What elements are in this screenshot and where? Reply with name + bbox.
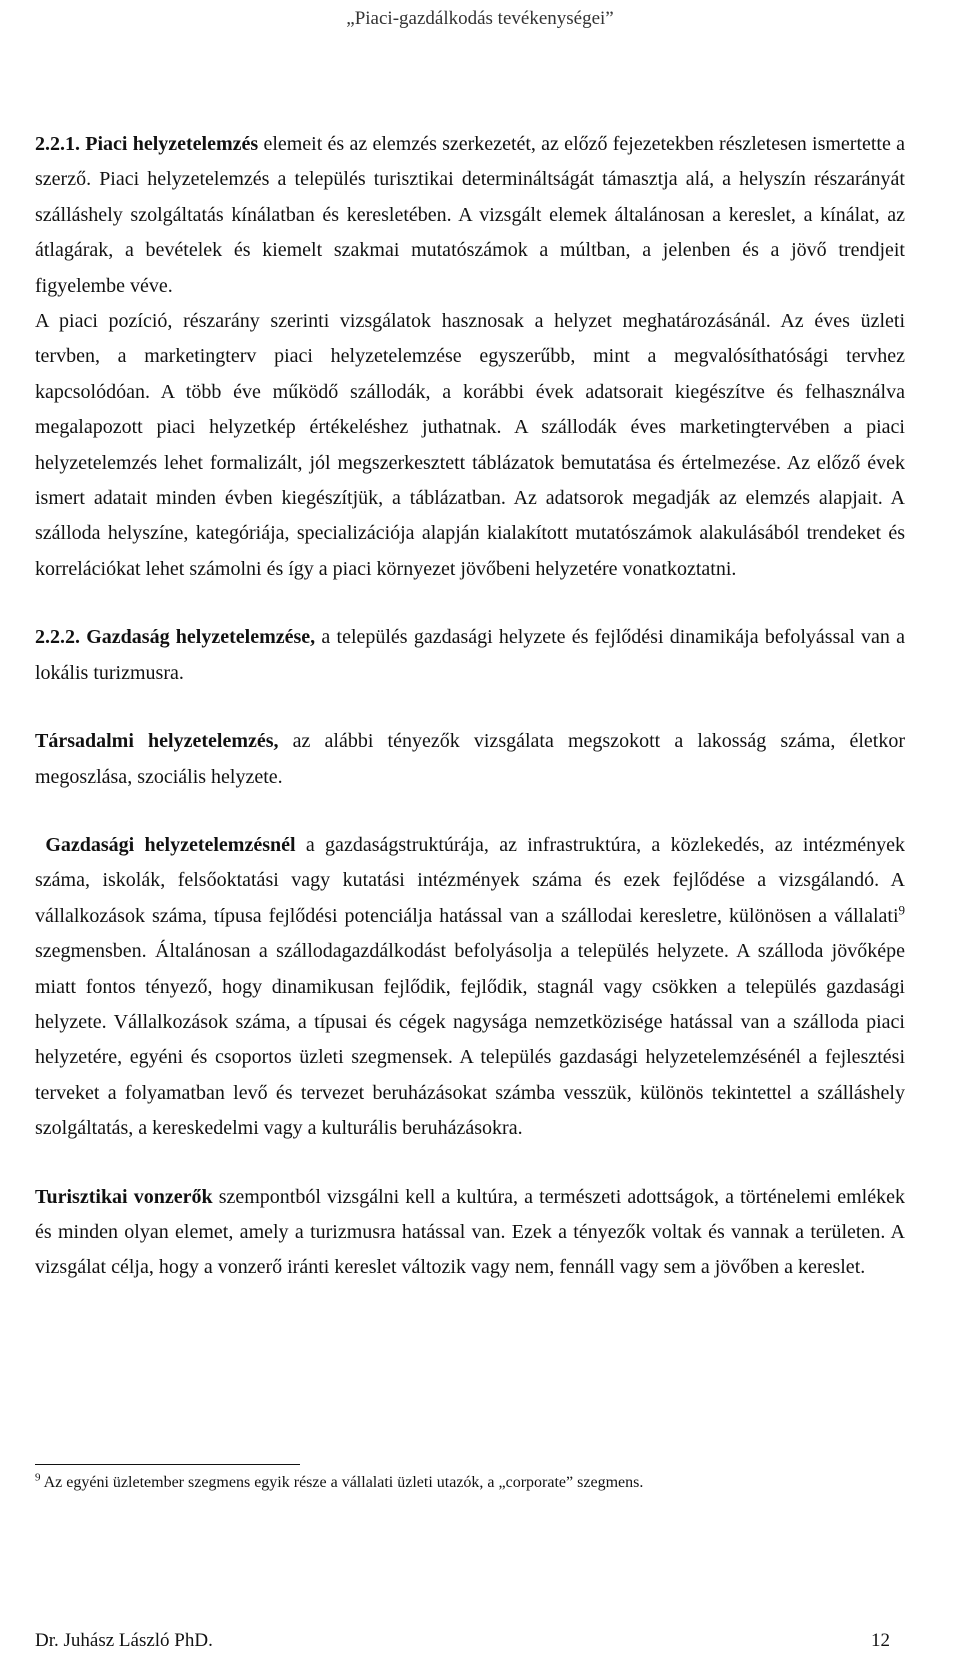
- paragraph-gazdasag-helyzetelemzese: [35, 620, 905, 691]
- footer-author: Dr. Juhász László PhD.: [35, 1630, 213, 1651]
- footnote: [35, 1472, 905, 1494]
- paragraph-turisztikai-vonzerok: [35, 1180, 905, 1286]
- paragraph-piaci-helyzetelemzes: [35, 127, 905, 304]
- section-number: 2.2.1.: [35, 133, 86, 155]
- section-term: Gazdaság helyzetelemzése,: [86, 626, 316, 649]
- paragraph-text: elemeit és az elemzés szerkezetét, az előző fejezetekben részletesen ismertette a szerző. Piaci helyzetelemzés a település turisztikai determináltságát támasztja alá, a helyszín részarányát szálláshely szolgáltatás kínálatban és keresletében. A vizsgált elemek általánosan a kereslet, a kínálat, az átlagárak, a bevételek és kiemelt szakmai mutatószámok a múltban, a jelenben és a jövő trendjeit figyelembe véve.: [35, 133, 905, 297]
- section-term: Gazdasági helyzetelemzésnél: [45, 833, 296, 856]
- paragraph-gazdasagi-helyzetelemzesnel: [35, 828, 905, 1147]
- paragraph-text: szempontból vizsgálni kell a kultúra, a természeti adottságok, a történelemi emlékek és minden olyan elemet, amely a turizmusra hatással van. Ezek a tényezők voltak és vannak a területen. A vizsgálat célja, hogy a vonzerő iránti kereslet változik vagy nem, fennáll vagy sem a jövőben a kereslet.: [35, 1185, 905, 1279]
- page-number: 12: [871, 1630, 890, 1651]
- paragraph-text: a település gazdasági helyzete és fejlődési dinamikája befolyással van a lokális turizmusra.: [35, 626, 906, 684]
- paragraph-text: a gazdaságstruktúrája, az infrastruktúra, a közlekedés, az intézmények száma, iskolák, felsőoktatási vagy kutatási intézmények száma és ezek fejlődése a vizsgálandó. A vállalkozások száma, típusa fejlődési potenciálja hatással van a szállodai keresletre, különösen a vállalati: [35, 833, 906, 927]
- footnote-number: 9: [35, 1471, 41, 1484]
- footnote-text: Az egyéni üzletember szegmens egyik része a vállalati üzleti utazók, a „corporate” szegmens.: [40, 1474, 644, 1491]
- section-term: Társadalmi helyzetelemzés,: [35, 730, 279, 753]
- section-number: 2.2.2.: [35, 626, 87, 649]
- footnote-reference[interactable]: 9: [898, 902, 905, 918]
- paragraph-text: A piaci pozíció, részarány szerinti vizsgálatok hasznosak a helyzet meghatározásánál. Az éves üzleti tervben, a marketingterv piaci helyzetelemzése egyszerűbb, mint a megvalósíthatósági tervhez kapcsolódóan. A több éve működő szállodák, a korábbi évek adatsorait kiegészítve és felhasználva megalapozott piaci helyzetkép értékeléshez juthatnak. A szállodák éves marketingtervében a piaci helyzetelemzés lehet formalizált, jól megszerkesztett táblázatok bemutatása és értelmezése. Az előző évek ismert adatait minden évben kiegészítjük, a táblázatban. Az adatsorok megadják az elemzés alapjait. A szálloda helyszíne, kategóriája, specializációja alapján kialakított mutatószámok alakulásából trendeket és korrelációkat lehet számolni és így a piaci környezet jövőbeni helyzetére vonatkoztatni.: [35, 310, 905, 580]
- paragraph-tarsadalmi-helyzetelemzes: [35, 724, 905, 795]
- document-body: [35, 127, 905, 1286]
- section-term: Turisztikai vonzerők: [35, 1185, 213, 1208]
- paragraph-text-continued: szegmensben. Általánosan a szállodagazdálkodást befolyásolja a település helyzete. A szálloda jövőképe miatt fontos tényező, hogy dinamikusan fejlődik, fejlődik, stagnál vagy csökken a település gazdasági helyzete. Vállalkozások száma, a típusai és cégek nagysága nemzetközisége hatással van a szálloda piaci helyzetére, egyéni és csoportos üzleti szegmensek. A település gazdasági helyzetelemzésénél a fejlesztési terveket a folyamatban levő és tervezet beruházásokat számba vesszük, különös tekintettel a szálláshely szolgáltatás, a kereskedelmi vagy a kulturális beruházásokra.: [35, 940, 905, 1140]
- footnote-separator: [35, 1464, 300, 1465]
- running-header: „Piaci-gazdálkodás tevékenységei”: [346, 8, 614, 29]
- section-term: Piaci helyzetelemzés: [85, 133, 259, 155]
- paragraph-text: az alábbi tényezők vizsgálata megszokott a lakosság száma, életkor megoszlása, szociális helyzete.: [35, 730, 905, 788]
- paragraph-piaci-pozicio: [35, 304, 905, 587]
